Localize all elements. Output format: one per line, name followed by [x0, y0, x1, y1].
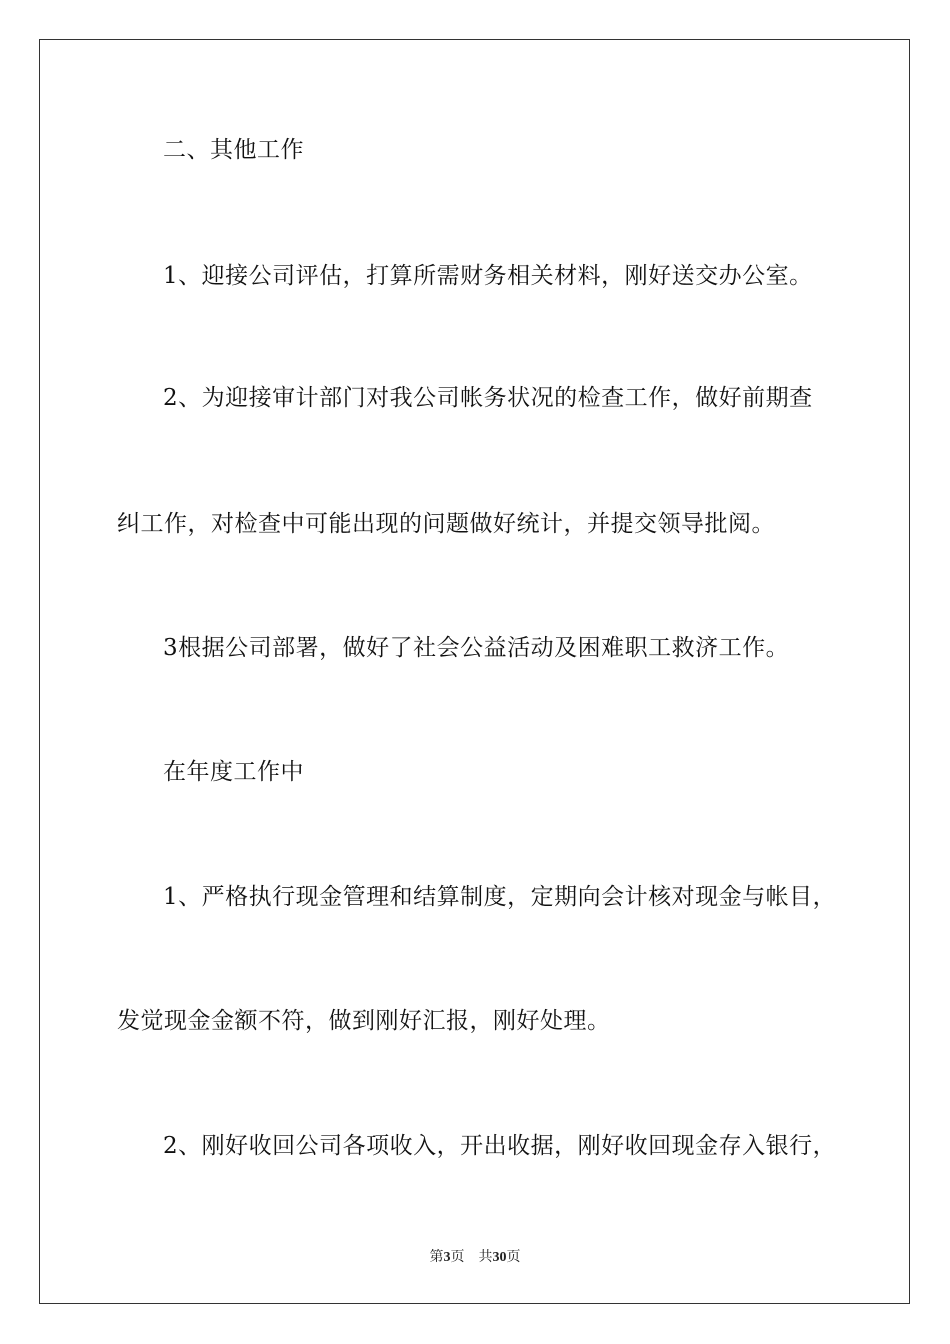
paragraph-line: 1、迎接公司评估，打算所需财务相关材料，刚好送交办公室。	[163, 263, 813, 289]
section-heading-annual-work: 在年度工作中	[163, 759, 304, 785]
section-heading-other-work: 二、其他工作	[163, 137, 304, 163]
total-prefix: 共	[478, 1250, 493, 1265]
page-footer	[0, 1249, 950, 1267]
total-suffix: 页	[506, 1250, 521, 1265]
paragraph-line: 2、刚好收回公司各项收入，开出收据，刚好收回现金存入银行，	[163, 1133, 837, 1159]
paragraph-line: 1、严格执行现金管理和结算制度，定期向会计核对现金与帐目，	[163, 884, 837, 910]
page-border	[39, 39, 910, 1304]
paragraph-line: 3根据公司部署，做好了社会公益活动及困难职工救济工作。	[163, 635, 790, 661]
paragraph-line: 纠工作，对检查中可能出现的问题做好统计，并提交领导批阅。	[117, 511, 775, 537]
paragraph-line: 2、为迎接审计部门对我公司帐务状况的检查工作，做好前期查	[163, 385, 813, 411]
page-prefix: 第	[429, 1250, 444, 1265]
total-pages: 30	[492, 1250, 507, 1265]
page-suffix: 页	[450, 1250, 465, 1265]
paragraph-line: 发觉现金金额不符，做到刚好汇报，刚好处理。	[117, 1008, 611, 1034]
page-number: 3	[443, 1250, 451, 1265]
